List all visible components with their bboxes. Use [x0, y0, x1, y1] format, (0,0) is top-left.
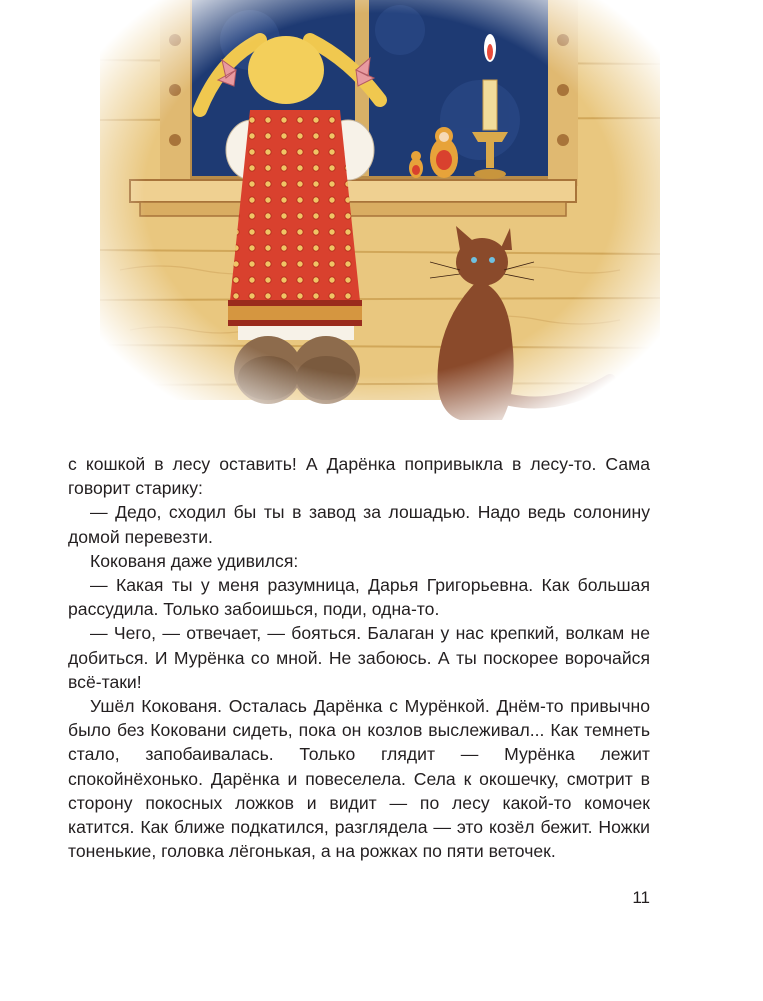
paragraph: — Дедо, сходил бы ты в завод за лошадью. Надо ведь солонину домой перевезти.: [68, 502, 650, 547]
paragraph: — Какая ты у меня разумница, Дарья Григорьевна. Как большая рассудила. Только забоишься, поди, одна-то.: [68, 575, 650, 620]
paragraph: Ушёл Кокованя. Осталась Дарёнка с Мурёнкой. Днём-то привычно было без Коковани сидеть, пока он козлов выслеживал... Как темнеть стало, запобаивалась. Только глядит — Мурёнка лежит спокойнёхонько. Дарёнка и повеселела. Села к окошечку, смотрит в сторону покосных ложков и видит — по лесу какой-то комочек катится. Как ближе подкатился, разглядела — это козёл бежит. Ножки тоненькие, головка лёгонькая, а на рожках по пяти веточек.: [68, 696, 650, 862]
paragraph: — Чего, — отвечает, — бояться. Балаган у нас крепкий, волкам не добиться. И Мурёнка со мной. Не забоюсь. А ты поскорее ворочайся всё-таки!: [68, 623, 650, 692]
story-text: [68, 452, 650, 863]
illustration: [100, 0, 660, 432]
page-number: 11: [632, 888, 650, 907]
paragraph: с кошкой в лесу оставить! А Дарёнка попривыкла в лесу-то. Сама говорит старику:: [68, 454, 650, 499]
paragraph: Кокованя даже удивился:: [90, 550, 299, 571]
